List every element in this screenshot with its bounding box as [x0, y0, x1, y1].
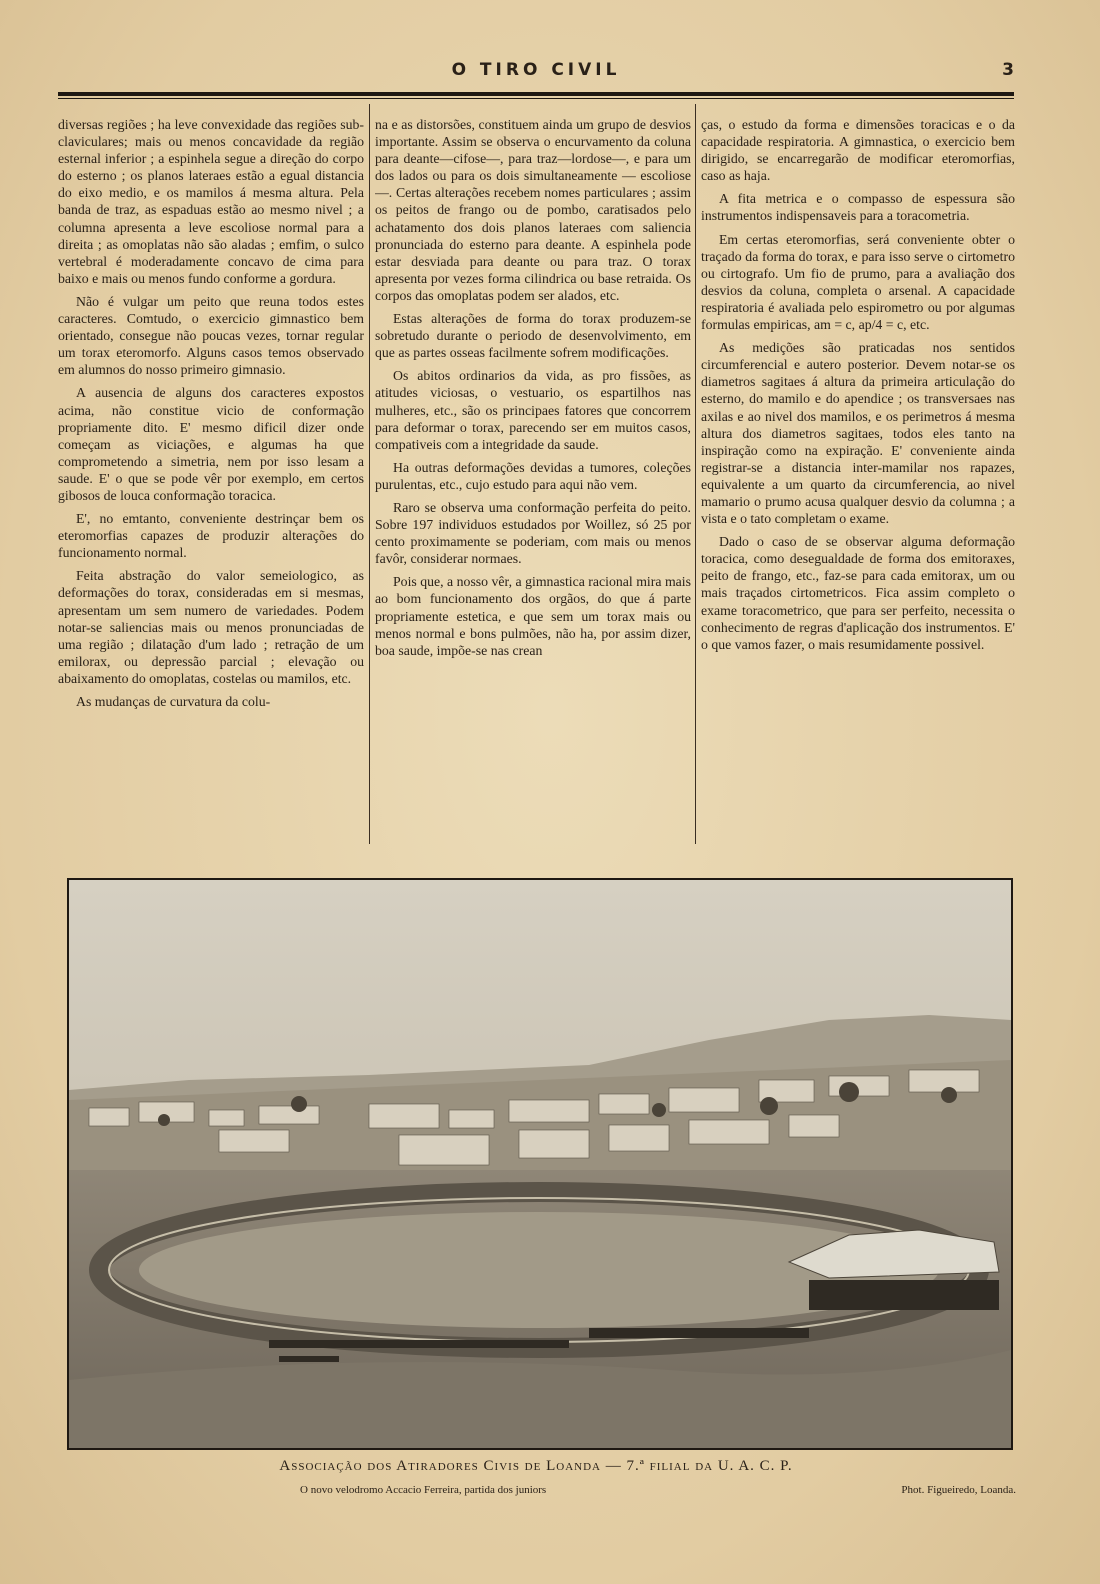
photo-credit: Phot. Figueiredo, Loanda. [901, 1484, 1016, 1496]
paragraph: Estas alterações de forma do torax produzem-se sobretudo durante o periodo de desenvolvimento, em que as partes osseas facilmente sofrem modificações. [375, 311, 691, 361]
velodrome-photograph [67, 878, 1013, 1450]
page-header [58, 60, 1014, 82]
photo-caption-subtitle: O novo velodromo Accacio Ferreira, partida dos juniors [300, 1484, 547, 1496]
header-rule-thick [58, 92, 1014, 96]
paragraph: Em certas eteromorfias, será conveniente obter o traçado da forma do torax, e para isso serve o cirtometro ou cirtografo. Um fio de prumo, para a avaliação dos desvios da coluna, completa o arsenal. A capacidade respiratoria é avaliada pelo espirometro ou por algumas formulas empiricas, am = c, ap/4 = c, etc. [701, 231, 1015, 333]
text-column-3 [701, 116, 1015, 846]
paragraph: ças, o estudo da forma e dimensões toracicas e o da capacidade respiratoria. A gimnastica, o exercicio bem dirigido, se encarregarão de modificar eteromorfias, caso as haja. [701, 117, 1015, 184]
publication-title: O TIRO CIVIL [451, 60, 621, 80]
paragraph: Ha outras deformações devidas a tumores, coleções purulentas, etc., cujo estudo para aqui não vem. [375, 459, 691, 492]
paragraph: Feita abstração do valor semeiologico, as deformações do torax, consideradas em si mesmas, apresentam um sem numero de variedades. Podem notar-se saliencias mais ou menos pronunciadas de uma região ; dilatação d'um lado ; retração de um emilorax, ou depressão parcial ; elevação ou abaixamento do omoplatas, costelas ou mamilos, etc. [58, 568, 364, 686]
paragraph: As mudanças de curvatura da colu- [76, 694, 271, 709]
paragraph: Os abitos ordinarios da vida, as pro fissões, as atitudes viciosas, o vestuario, os espartilhos nas mulheres, etc., são os principaes fatores que concorrem para deformar o torax, parecendo ser em muitos casos, compativeis com a integridade da saude. [375, 368, 691, 452]
paragraph: Dado o caso de se observar alguma deformação toracica, como desegualdade de forma dos emitoraxes, peito de frango, etc., faz-se para cada emitorax, um ou mais traçados cirtometricos. Fica assim completo o exame toracometrico, que para ser perfeito, necessita o conhecimento de regras d'aplicação dos instrumentos. E' o que vamos fazer, o mais resumidamente possivel. [701, 534, 1015, 652]
paragraph: Raro se observa uma conformação perfeita do peito. Sobre 197 individuos estudados por Woillez, só 25 por cento proximamente se poderiam, com mais ou menos favôr, considerar normaes. [375, 499, 691, 567]
text-column-2 [375, 116, 691, 846]
paragraph: A ausencia de alguns dos caracteres expostos acima, não constitue vicio de conformação propriamente dito. E' mesmo dificil dizer onde começam as viciações, e algumas ha que comprometendo a simetria, nem por isso lesam a saude. E' o que se pode vêr por exemplo, em certos gibosos de louca conformação toracica. [58, 385, 364, 503]
paragraph: E', no emtanto, conveniente destrinçar bem os eteromorfias capazes de produzir alterações do funcionamento normal. [58, 511, 364, 561]
column-divider [695, 104, 696, 844]
paragraph: na e as distorsões, constituem ainda um grupo de desvios importante. Assim se observa o encurvamento da coluna para deante—cifose—, para traz—lordose—, e para um dos lados ou para os dois simultaneamente — escoliose —. Certas alterações recebem nomes particulares ; assim os peitos de frango ou de pombo, caratisados pelo achatamento dos dois planos lateraes com saliencia pronunciada do esterno para deante. A espinhela pode estar desviada para deante ou para traz. O torax apresenta por vezes forma cilindrica ou base retraida. Os corpos das omoplatas podem ser alados, etc. [375, 117, 691, 303]
paragraph: Pois que, a nosso vêr, a gimnastica racional mira mais ao bom funcionamento dos orgãos, do que á parte propriamente estetica, e que sem um torax mais ou menos normal e bons pulmões, não ha, por assim dizer, boa saude, impõe-se nas crean [375, 574, 691, 658]
header-rule-thin [58, 98, 1014, 99]
photo-caption-title: Associação dos Atiradores Civis de Loanda — 7.ª filial da U. A. C. P. [279, 1458, 793, 1474]
text-column-1 [58, 116, 364, 846]
paragraph: A fita metrica e o compasso de espessura são instrumentos indispensaveis para a toracometria. [701, 191, 1015, 224]
paragraph: Não é vulgar um peito que reuna todos estes caracteres. Comtudo, o exercicio gimnastico bem orientado, consegue não poucas vezes, tornar regular um torax eteromorfo. Alguns casos temos observado em alumnos do nosso primeiro gimnasio. [58, 293, 364, 378]
paragraph: As medições são praticadas nos sentidos circumferencial e autero posterior. Devem notar-se os diametros sagitaes á altura da primeira articulação do esterno, do mamilo e do apendice ; os transversaes nas axilas e ao nivel dos mamilos, e os perimetros á mesma altura dos diametros sagitaes, todos eles tanto na inspiração como na expiração. E' conveniente ainda registrar-se a distancia inter-mamilar nos rapazes, equivalente a um quarto da circumferencia, ao nivel mamario o prumo acusa qualquer desvio da columna ; a vista e o tato completam o exame. [701, 340, 1015, 527]
paragraph: diversas regiões ; ha leve convexidade das regiões sub-claviculares; mais ou menos concavidade da região esternal inferior ; a espinhela segue a direção do corpo do esterno ; os planos lateraes estão a egual distancia do eixo medio, e os mamilos á mesma altura. Pela banda de traz, as espaduas estão ao mesmo nivel ; a columna apresenta a leve escoliose normal para a direita ; as omoplatas não são aladas ; emfim, o sulco vertebral é moderadamente concavo de cima para baixo e mais ou menos fundo conforme a gordura. [58, 117, 364, 286]
page-number: 3 [1002, 60, 1014, 80]
column-divider [369, 104, 370, 844]
